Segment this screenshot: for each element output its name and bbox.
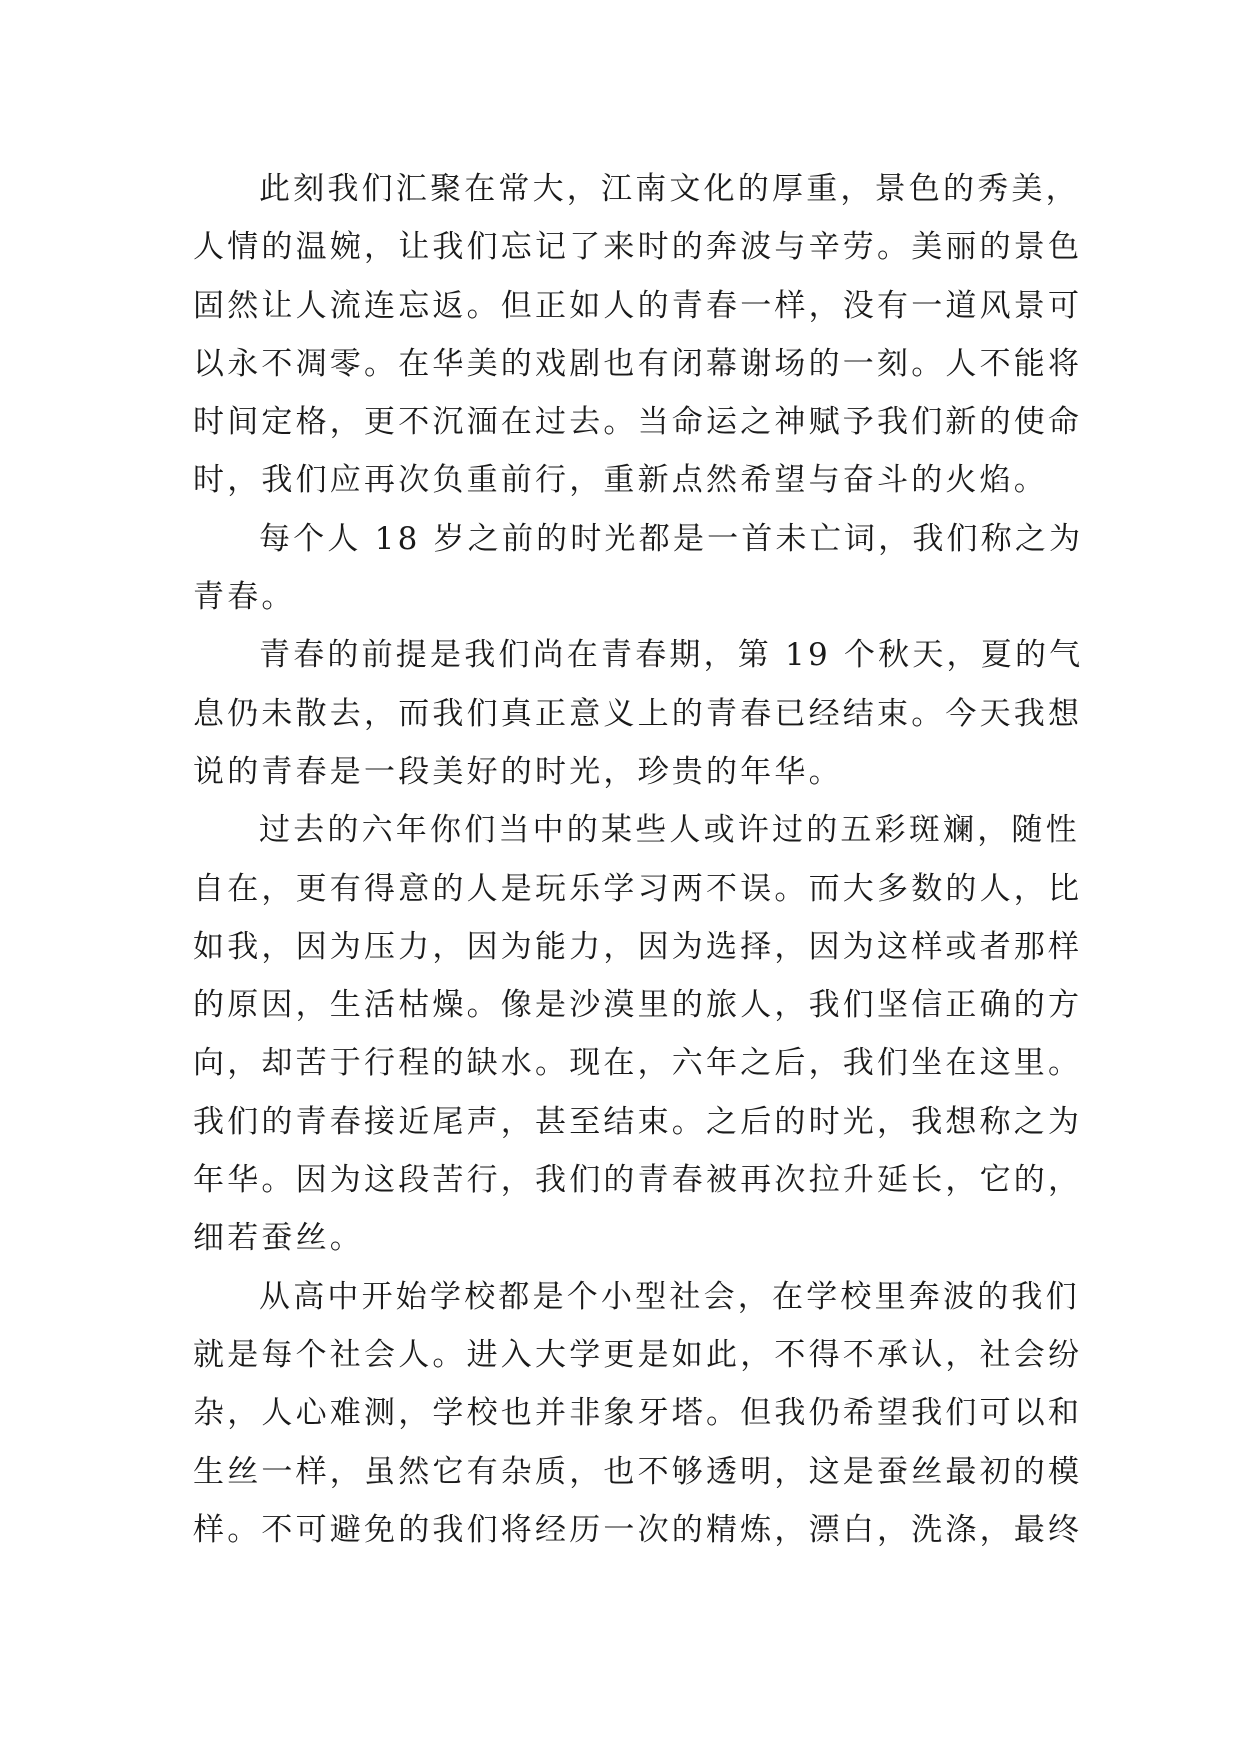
text-line: 说的青春是一段美好的时光，珍贵的年华。 <box>193 753 843 790</box>
text-line: 此刻我们汇聚在常大，江南文化的厚重，景色的秀美， <box>259 171 1080 207</box>
text-line: 固然让人流连忘返。但正如人的青春一样，没有一道风景可 <box>193 287 1083 324</box>
text-line: 从高中开始学校都是个小型社会，在学校里奔波的我们 <box>259 1278 1080 1315</box>
paragraph-5 <box>193 1268 1083 1559</box>
paragraph-2 <box>193 510 1084 627</box>
text-line: 过去的六年你们当中的某些人或许过的五彩斑斓，随性 <box>259 812 1080 849</box>
text-line: 青春。 <box>193 579 296 616</box>
paragraph-4 <box>193 801 1083 1267</box>
text-line: 以永不凋零。在华美的戏剧也有闭幕谢场的一刻。人不能将 <box>193 345 1083 382</box>
text-line: 如我，因为压力，因为能力，因为选择，因为这样或者那样 <box>193 928 1083 965</box>
text-line: 的原因，生活枯燥。像是沙漠里的旅人，我们坚信正确的方 <box>193 987 1083 1024</box>
text-line: 青春的前提是我们尚在青春期，第 19 个秋天，夏的气 <box>259 637 1084 674</box>
text-line: 人情的温婉，让我们忘记了来时的奔波与辛劳。美丽的景色 <box>193 229 1083 266</box>
text-line: 细若蚕丝。 <box>193 1220 364 1257</box>
text-line: 生丝一样，虽然它有杂质，也不够透明，这是蚕丝最初的模 <box>193 1453 1083 1490</box>
paragraph-1 <box>193 160 1083 510</box>
document-body <box>193 160 1084 1559</box>
text-line: 时间定格，更不沉湎在过去。当命运之神赋予我们新的使命 <box>193 404 1083 441</box>
text-line: 样。不可避免的我们将经历一次的精炼，漂白，洗涤，最终 <box>193 1511 1083 1548</box>
text-line: 时，我们应再次负重前行，重新点然希望与奋斗的火焰。 <box>193 462 1048 499</box>
text-line: 每个人 18 岁之前的时光都是一首未亡词，我们称之为 <box>259 520 1084 557</box>
text-line: 我们的青春接近尾声，甚至结束。之后的时光，我想称之为 <box>193 1103 1083 1140</box>
text-line: 就是每个社会人。进入大学更是如此，不得不承认，社会纷 <box>193 1336 1083 1373</box>
text-line: 向，却苦于行程的缺水。现在，六年之后，我们坐在这里。 <box>193 1045 1083 1082</box>
text-line: 自在，更有得意的人是玩乐学习两不误。而大多数的人，比 <box>193 870 1083 907</box>
text-line: 息仍未散去，而我们真正意义上的青春已经结束。今天我想 <box>193 695 1083 732</box>
paragraph-3 <box>193 626 1084 801</box>
text-line: 杂，人心难测，学校也并非象牙塔。但我仍希望我们可以和 <box>193 1395 1083 1432</box>
text-line: 年华。因为这段苦行，我们的青春被再次拉升延长，它的， <box>193 1162 1083 1199</box>
